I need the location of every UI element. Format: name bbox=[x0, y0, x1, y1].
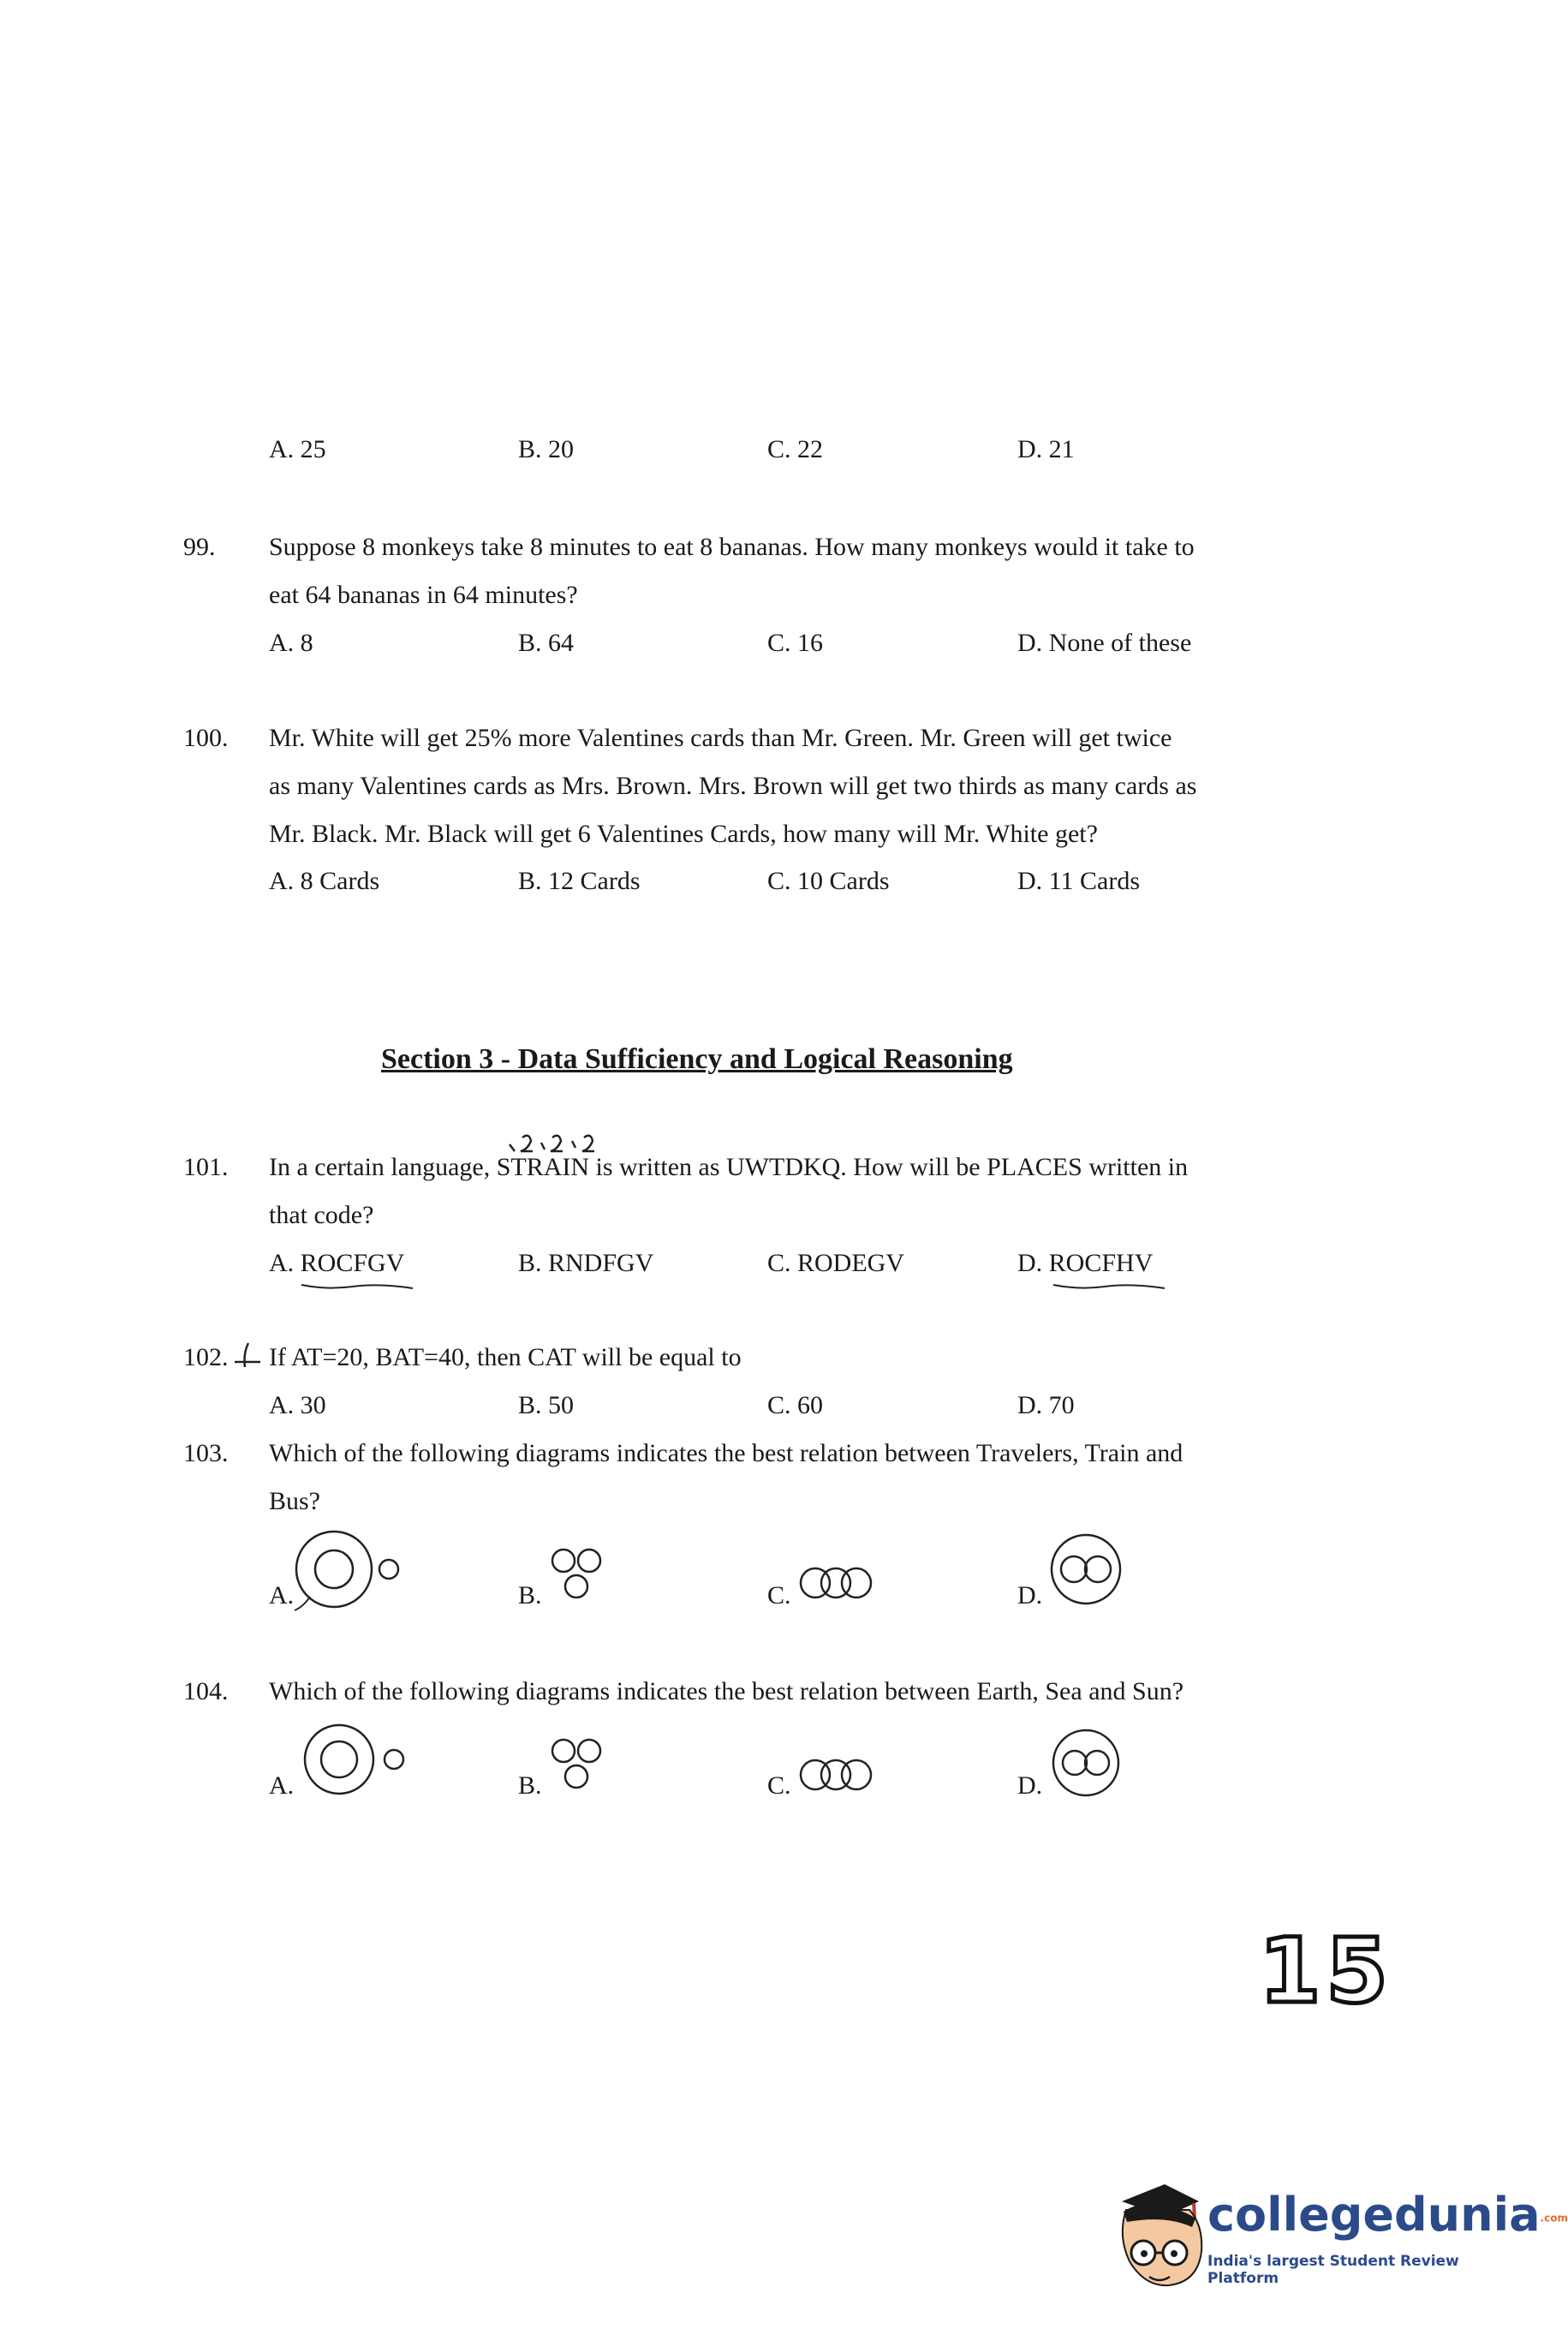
q104-diagram-label-b: B. bbox=[518, 1771, 542, 1800]
q103-diagram-c bbox=[796, 1564, 891, 1607]
handwritten-underline-a bbox=[300, 1280, 420, 1293]
q101-option-a: A. ROCFGV bbox=[269, 1249, 405, 1277]
q103-diagram-d bbox=[1046, 1530, 1132, 1615]
collegedunia-logo bbox=[1105, 2176, 1568, 2330]
q100-option-d: D. 11 Cards bbox=[1017, 867, 1141, 895]
q104-diagram-label-d: D. bbox=[1017, 1771, 1043, 1800]
q99-option-d: D. None of these bbox=[1017, 629, 1192, 657]
q100-text-line3: Mr. Black. Mr. Black will get 6 Valentines Cards, how many will Mr. White get? bbox=[269, 820, 1098, 848]
q99-text-line2: eat 64 bananas in 64 minutes? bbox=[269, 581, 578, 609]
q104-diagram-b bbox=[545, 1732, 613, 1801]
q102-option-a: A. 30 bbox=[269, 1391, 326, 1419]
q99-text-line1: Suppose 8 monkeys take 8 minutes to eat 8 bananas. How many monkeys would it take to bbox=[269, 533, 1195, 561]
q98-option-b: B. 20 bbox=[518, 435, 575, 463]
q99-option-c: C. 16 bbox=[767, 629, 824, 657]
q101-option-d: D. ROCFHV bbox=[1017, 1249, 1154, 1277]
q103-text-line1: Which of the following diagrams indicates the best relation between Travelers, Train and bbox=[269, 1439, 1183, 1467]
q98-option-a: A. 25 bbox=[269, 435, 326, 463]
q100-text-line2: as many Valentines cards as Mrs. Brown. Mrs. Brown will get two thirds as many cards as bbox=[269, 772, 1197, 800]
q103-diagram-label-a: A. bbox=[269, 1581, 295, 1609]
q104-diagram-a bbox=[300, 1718, 420, 1804]
student-mascot-icon bbox=[1105, 2176, 1207, 2321]
q99-option-b: B. 64 bbox=[518, 629, 575, 657]
q103-diagram-label-c: C. bbox=[767, 1581, 791, 1609]
q100-number: 100. bbox=[183, 724, 229, 752]
page-number: 15 bbox=[1259, 1919, 1393, 2023]
q101-text-line1: In a certain language, STRAIN is written as UWTDKQ. How will be PLACES written in bbox=[269, 1153, 1189, 1181]
q100-text-line1: Mr. White will get 25% more Valentines cards than Mr. Green. Mr. Green will get twice bbox=[269, 724, 1172, 752]
q103-diagram-b bbox=[545, 1542, 613, 1610]
brand-suffix: .com bbox=[1540, 2212, 1568, 2225]
q101-number: 101. bbox=[183, 1153, 229, 1181]
q104-number: 104. bbox=[183, 1677, 229, 1705]
handwritten-underline-d bbox=[1052, 1280, 1172, 1293]
brand-name: collegedunia.com bbox=[1207, 2188, 1568, 2242]
q104-diagram-label-c: C. bbox=[767, 1771, 791, 1800]
q103-number: 103. bbox=[183, 1439, 229, 1467]
q98-option-c: C. 22 bbox=[767, 435, 824, 463]
q102-option-c: C. 60 bbox=[767, 1391, 824, 1419]
q100-option-b: B. 12 Cards bbox=[518, 867, 641, 895]
q103-text-line2: Bus? bbox=[269, 1487, 320, 1515]
q101-option-b: B. RNDFGV bbox=[518, 1249, 654, 1277]
q102-text: If AT=20, BAT=40, then CAT will be equal to bbox=[269, 1343, 742, 1371]
q99-number: 99. bbox=[183, 533, 216, 561]
q100-option-c: C. 10 Cards bbox=[767, 867, 890, 895]
q102-option-d: D. 70 bbox=[1017, 1391, 1075, 1419]
q98-option-d: D. 21 bbox=[1017, 435, 1075, 463]
section-title: Section 3 - Data Sufficiency and Logical Reasoning bbox=[381, 1043, 1013, 1075]
brand-tagline: India's largest Student Review Platform bbox=[1207, 2253, 1459, 2287]
q104-diagram-d bbox=[1046, 1723, 1132, 1809]
q103-diagram-a bbox=[291, 1525, 411, 1619]
q100-option-a: A. 8 Cards bbox=[269, 867, 380, 895]
q103-diagram-label-d: D. bbox=[1017, 1581, 1043, 1609]
q102-option-b: B. 50 bbox=[518, 1391, 575, 1419]
q104-diagram-c bbox=[796, 1756, 891, 1799]
q102-number: 102. bbox=[183, 1343, 229, 1371]
q101-text-line2: that code? bbox=[269, 1201, 374, 1229]
handwritten-annotation-mark bbox=[505, 1129, 617, 1155]
q104-diagram-label-a: A. bbox=[269, 1771, 295, 1800]
handwritten-tick-mark bbox=[230, 1336, 264, 1371]
q99-option-a: A. 8 bbox=[269, 629, 313, 657]
q103-diagram-label-b: B. bbox=[518, 1581, 542, 1609]
q101-option-c: C. RODEGV bbox=[767, 1249, 905, 1277]
q104-text: Which of the following diagrams indicates the best relation between Earth, Sea and Sun? bbox=[269, 1677, 1184, 1705]
